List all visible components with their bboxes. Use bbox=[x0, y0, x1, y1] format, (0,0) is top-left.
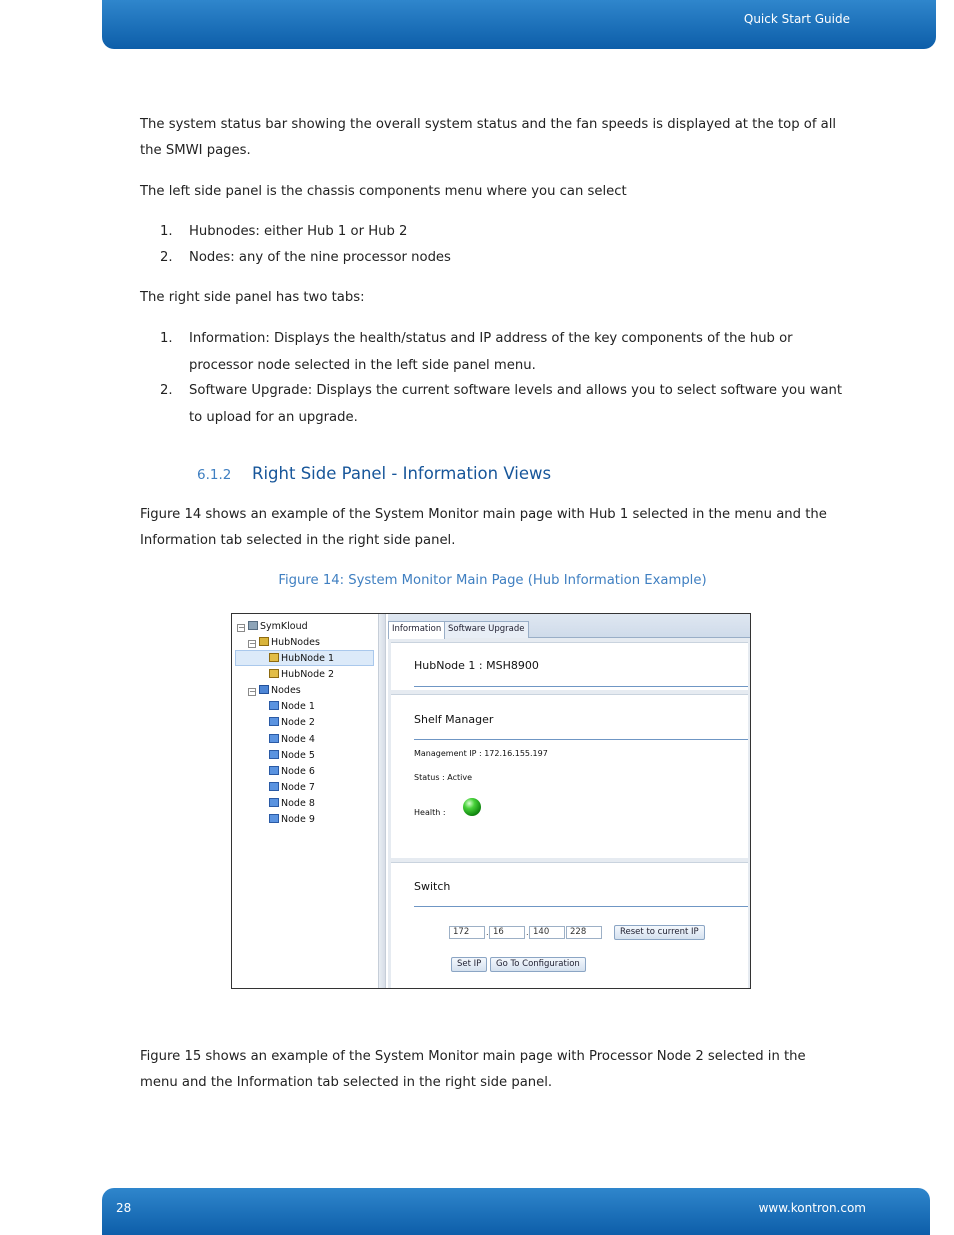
hub-icon bbox=[269, 653, 279, 662]
shelf-manager-panel bbox=[391, 694, 748, 858]
tree-item-root[interactable] bbox=[248, 619, 308, 635]
tree-item-node[interactable] bbox=[269, 764, 315, 780]
figure-caption: Figure 14: System Monitor Main Page (Hub Information Example) bbox=[278, 573, 707, 588]
list-number: 2. bbox=[160, 383, 173, 398]
node-icon bbox=[269, 750, 279, 759]
hub-icon bbox=[269, 669, 279, 678]
footer-url[interactable]: www.kontron.com bbox=[758, 1201, 866, 1215]
tree-label: Node 1 bbox=[281, 701, 315, 712]
ip-octet-1-input[interactable]: 172 bbox=[449, 926, 485, 939]
tree-label: Node 4 bbox=[281, 734, 315, 745]
ip-octet-2-input[interactable]: 16 bbox=[489, 926, 525, 939]
go-to-configuration-button[interactable]: Go To Configuration bbox=[490, 957, 586, 972]
header-bar bbox=[102, 0, 936, 49]
chassis-icon bbox=[248, 621, 258, 630]
divider bbox=[414, 906, 748, 907]
tree-item-hubnodes[interactable] bbox=[259, 635, 320, 651]
hub-title: HubNode 1 : MSH8900 bbox=[414, 659, 539, 672]
tree-label: HubNode 1 bbox=[281, 653, 335, 664]
tab-information[interactable]: Information bbox=[388, 621, 445, 639]
list-item bbox=[160, 326, 850, 379]
right-side-panel bbox=[388, 614, 750, 988]
collapse-icon[interactable]: − bbox=[249, 639, 256, 648]
node-icon bbox=[269, 734, 279, 743]
tree-label: Node 6 bbox=[281, 766, 315, 777]
panel-splitter[interactable] bbox=[378, 614, 386, 988]
paragraph-status-bar: The system status bar showing the overall system status and the fan speeds is displayed at the top of all the SMWI pages. bbox=[140, 117, 837, 158]
hub-title-panel bbox=[391, 642, 748, 690]
header-title: Quick Start Guide bbox=[743, 12, 850, 26]
tab-bar bbox=[388, 614, 750, 638]
list-item bbox=[160, 378, 850, 431]
health-label: Health : bbox=[414, 808, 446, 817]
page-number: 28 bbox=[116, 1201, 132, 1215]
tree-label: Node 8 bbox=[281, 798, 315, 809]
list-number: 1. bbox=[160, 224, 173, 239]
ip-octet-4-input[interactable]: 228 bbox=[566, 926, 602, 939]
tab-software-upgrade[interactable]: Software Upgrade bbox=[444, 621, 529, 638]
tree-label: HubNode 2 bbox=[281, 669, 335, 680]
set-ip-button[interactable]: Set IP bbox=[451, 957, 487, 972]
list-item bbox=[160, 219, 850, 246]
ip-octet-3-input[interactable]: 140 bbox=[529, 926, 565, 939]
tree-item-hubnode-2[interactable] bbox=[269, 667, 334, 683]
nodes-folder-icon bbox=[259, 685, 269, 694]
list-text: Information: Displays the health/status and IP address of the key components of the hub or processor node selected in the left side panel menu. bbox=[189, 331, 793, 373]
management-ip: Management IP : 172.16.155.197 bbox=[414, 749, 548, 758]
paragraph-figure-intro: Figure 14 shows an example of the System Monitor main page with Hub 1 selected in the menu and the Information tab selected in the right side panel. bbox=[140, 507, 827, 548]
node-icon bbox=[269, 814, 279, 823]
collapse-icon[interactable]: − bbox=[238, 623, 245, 632]
switch-panel bbox=[391, 862, 748, 988]
list-text: Nodes: any of the nine processor nodes bbox=[189, 250, 451, 265]
tree-item-node[interactable] bbox=[269, 780, 315, 796]
footer-bar bbox=[102, 1188, 930, 1235]
node-icon bbox=[269, 798, 279, 807]
system-monitor-screenshot bbox=[231, 613, 751, 989]
list-text: Hubnodes: either Hub 1 or Hub 2 bbox=[189, 224, 408, 239]
node-icon bbox=[269, 766, 279, 775]
tree-item-node[interactable] bbox=[269, 715, 315, 731]
collapse-icon[interactable]: − bbox=[249, 687, 256, 696]
paragraph-right-panel: The right side panel has two tabs: bbox=[140, 290, 365, 305]
section-number: 6.1.2 bbox=[197, 467, 232, 483]
divider bbox=[414, 739, 748, 740]
node-icon bbox=[269, 717, 279, 726]
section-title: Right Side Panel - Information Views bbox=[252, 464, 552, 483]
tree-label: Node 2 bbox=[281, 717, 315, 728]
reset-ip-button[interactable]: Reset to current IP bbox=[614, 925, 705, 940]
tree-item-nodes[interactable] bbox=[259, 683, 301, 699]
list-item bbox=[160, 245, 850, 272]
tree-item-node[interactable] bbox=[269, 748, 315, 764]
switch-title: Switch bbox=[414, 880, 451, 893]
node-icon bbox=[269, 701, 279, 710]
list-text: Software Upgrade: Displays the current software levels and allows you to select software you want to upload for an upgrade. bbox=[189, 383, 843, 425]
health-led-icon bbox=[463, 798, 481, 816]
node-icon bbox=[269, 782, 279, 791]
tree-label: Node 7 bbox=[281, 782, 315, 793]
chassis-tree bbox=[232, 614, 376, 988]
list-number: 2. bbox=[160, 250, 173, 265]
shelf-manager-title: Shelf Manager bbox=[414, 713, 494, 726]
divider bbox=[414, 686, 748, 687]
list-number: 1. bbox=[160, 331, 173, 346]
hub-folder-icon bbox=[259, 637, 269, 646]
tree-item-node[interactable] bbox=[269, 699, 315, 715]
tree-item-node[interactable] bbox=[269, 732, 315, 748]
tree-label: SymKloud bbox=[260, 621, 308, 632]
status-text: Status : Active bbox=[414, 773, 473, 782]
paragraph-left-panel: The left side panel is the chassis components menu where you can select bbox=[140, 184, 627, 199]
tree-label: Node 5 bbox=[281, 750, 315, 761]
tree-item-node[interactable] bbox=[269, 812, 315, 828]
paragraph-figure-15: Figure 15 shows an example of the System Monitor main page with Processor Node 2 selected in the menu and the Information tab selected in the right side panel. bbox=[140, 1049, 806, 1090]
tree-item-node[interactable] bbox=[269, 796, 315, 812]
ip-address-row: 172 . 16 . 140 228 Reset to current IP bbox=[449, 926, 729, 941]
tree-item-hubnode-1[interactable] bbox=[235, 650, 374, 666]
tree-label: HubNodes bbox=[271, 637, 320, 648]
tree-label: Node 9 bbox=[281, 814, 315, 825]
tree-label: Nodes bbox=[271, 685, 301, 696]
